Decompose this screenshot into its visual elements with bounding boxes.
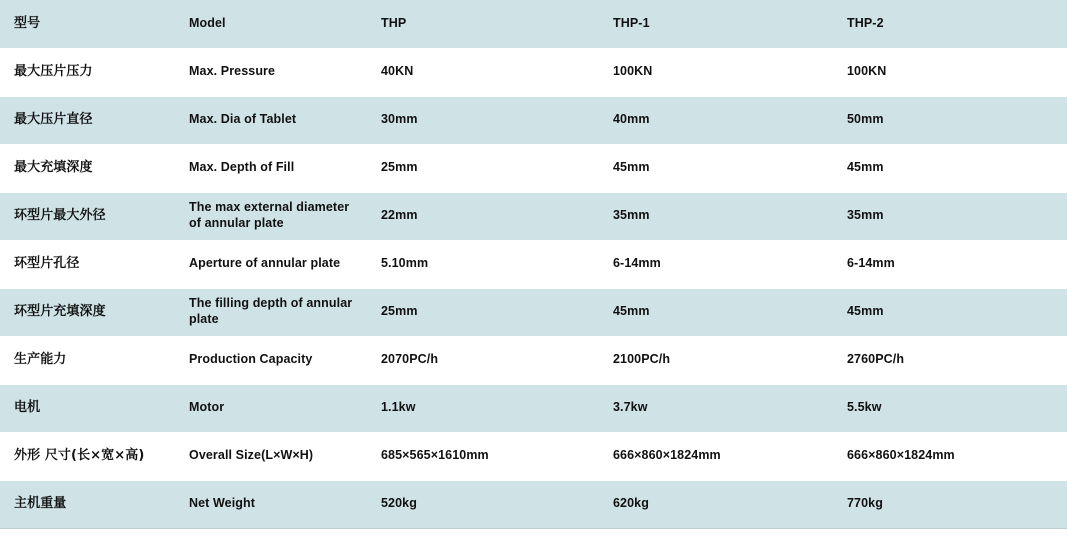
row-value-thp1: 45mm [599,144,833,192]
row-value-thp1: 2100PC/h [599,336,833,384]
row-value-thp2: 45mm [833,288,1067,336]
row-label-en: Max. Pressure [175,48,367,96]
row-value-thp: 2070PC/h [367,336,599,384]
row-label-cn: 电机 [0,384,175,432]
row-value-thp1: 40mm [599,96,833,144]
row-value-thp2: 45mm [833,144,1067,192]
row-label-en: The max external diameter of annular plate [175,192,367,240]
table-row [0,192,1067,240]
header-cell-thp1: THP-1 [599,0,833,48]
row-label-cn: 最大压片直径 [0,96,175,144]
row-label-en: Overall Size(L×W×H) [175,432,367,480]
table-row [0,48,1067,96]
row-label-cn: 最大充填深度 [0,144,175,192]
table-row [0,336,1067,384]
row-value-thp1: 620kg [599,480,833,528]
row-value-thp2: 50mm [833,96,1067,144]
row-value-thp: 25mm [367,144,599,192]
row-value-thp2: 770kg [833,480,1067,528]
row-label-cn: 环型片充填深度 [0,288,175,336]
table-row [0,240,1067,288]
row-value-thp2: 6-14mm [833,240,1067,288]
table-row [0,480,1067,528]
row-label-cn: 环型片孔径 [0,240,175,288]
row-label-cn: 最大压片压力 [0,48,175,96]
row-label-cn: 环型片最大外径 [0,192,175,240]
row-value-thp: 30mm [367,96,599,144]
row-label-cn: 主机重量 [0,480,175,528]
row-value-thp2: 2760PC/h [833,336,1067,384]
table-header-row [0,0,1067,48]
header-cell-model-en: Model [175,0,367,48]
bottom-spacer [0,529,1067,555]
row-value-thp2: 35mm [833,192,1067,240]
table-row [0,144,1067,192]
row-label-en: Motor [175,384,367,432]
row-label-cn: 外形 尺寸(长×宽×高) [0,432,175,480]
row-label-en: Production Capacity [175,336,367,384]
row-value-thp2: 100KN [833,48,1067,96]
table-row [0,96,1067,144]
row-value-thp1: 3.7kw [599,384,833,432]
row-label-en: Max. Dia of Tablet [175,96,367,144]
table-row [0,384,1067,432]
row-value-thp: 520kg [367,480,599,528]
table-row [0,288,1067,336]
row-value-thp: 685×565×1610mm [367,432,599,480]
header-cell-thp2: THP-2 [833,0,1067,48]
row-value-thp: 22mm [367,192,599,240]
row-value-thp: 25mm [367,288,599,336]
row-value-thp: 1.1kw [367,384,599,432]
row-value-thp1: 6-14mm [599,240,833,288]
row-label-en: The filling depth of annular plate [175,288,367,336]
row-value-thp2: 666×860×1824mm [833,432,1067,480]
row-value-thp: 40KN [367,48,599,96]
row-label-en: Max. Depth of Fill [175,144,367,192]
header-cell-model-cn: 型号 [0,0,175,48]
row-label-cn: 生产能力 [0,336,175,384]
row-value-thp1: 666×860×1824mm [599,432,833,480]
row-label-en: Aperture of annular plate [175,240,367,288]
row-value-thp1: 100KN [599,48,833,96]
row-label-en: Net Weight [175,480,367,528]
row-value-thp1: 35mm [599,192,833,240]
header-cell-thp: THP [367,0,599,48]
row-value-thp: 5.10mm [367,240,599,288]
table-row [0,432,1067,480]
row-value-thp1: 45mm [599,288,833,336]
row-value-thp2: 5.5kw [833,384,1067,432]
